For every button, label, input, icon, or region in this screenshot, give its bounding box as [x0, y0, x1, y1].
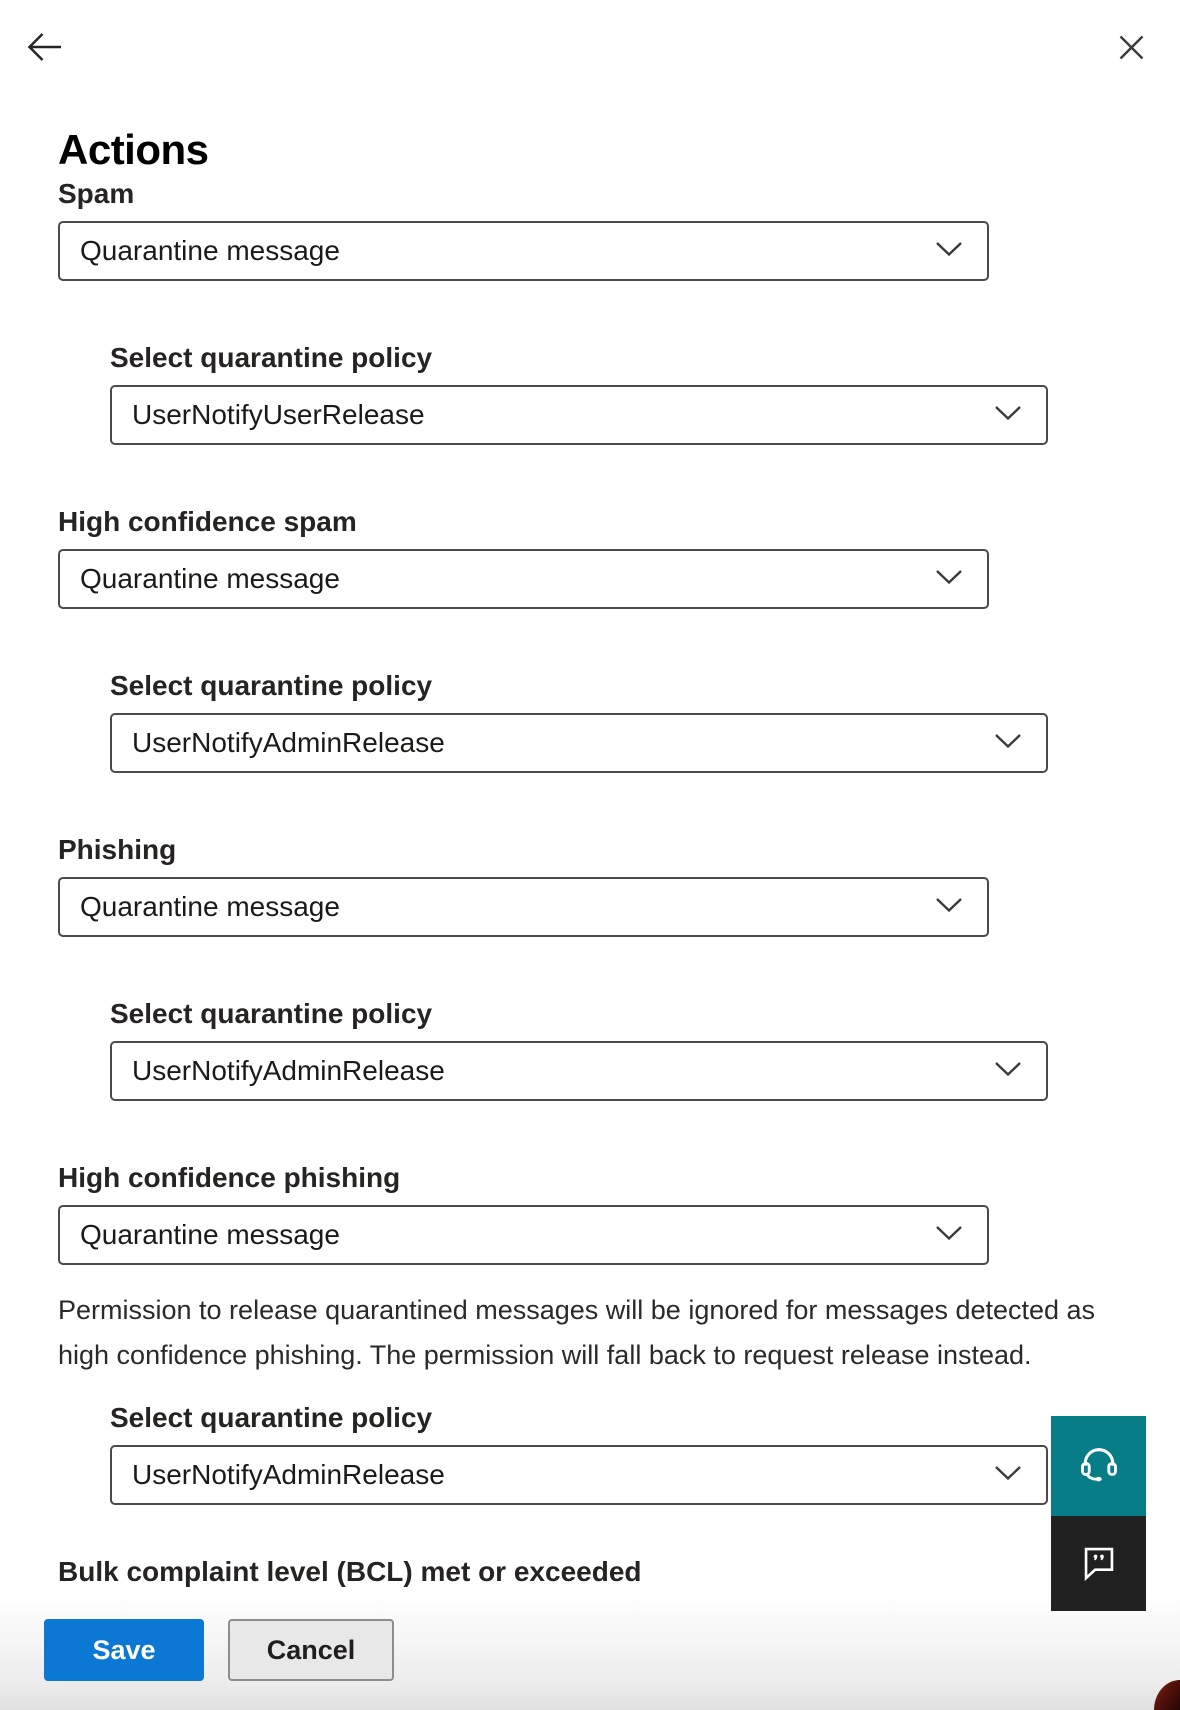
high-confidence-phishing-label: High confidence phishing: [58, 1162, 401, 1193]
arrow-left-icon: [26, 52, 63, 67]
chevron-down-icon: [935, 897, 963, 918]
chevron-down-icon: [935, 1225, 963, 1246]
spam-label: Spam: [58, 178, 135, 209]
phishing-label: Phishing: [58, 834, 177, 865]
phishing-action-dropdown[interactable]: Quarantine message: [58, 877, 989, 937]
phishing-quarantine-policy-dropdown[interactable]: UserNotifyAdminRelease: [110, 1041, 1048, 1101]
close-button[interactable]: [1118, 34, 1145, 61]
hcp-permission-note: Permission to release quarantined messages will be ignored for messages detected as high confidence phishing. The permission will fall back to request release instead.: [58, 1295, 1096, 1370]
headset-icon: [1076, 1442, 1122, 1491]
high-confidence-phishing-action-dropdown[interactable]: Quarantine message: [58, 1205, 989, 1265]
chevron-down-icon: [994, 1465, 1022, 1486]
high-confidence-spam-policy-label: Select quarantine policy: [110, 670, 433, 701]
spam-quarantine-policy-dropdown[interactable]: UserNotifyUserRelease: [110, 385, 1048, 445]
chevron-down-icon: [994, 733, 1022, 754]
back-button[interactable]: [26, 30, 63, 64]
feedback-chat-icon: [1078, 1541, 1120, 1586]
feedback-button[interactable]: [1051, 1516, 1146, 1611]
high-confidence-spam-action-dropdown[interactable]: Quarantine message: [58, 549, 989, 609]
chevron-down-icon: [935, 569, 963, 590]
cancel-button[interactable]: Cancel: [228, 1619, 394, 1681]
save-button[interactable]: Save: [44, 1619, 204, 1681]
high-confidence-phishing-policy-label: Select quarantine policy: [110, 1402, 433, 1433]
high-confidence-spam-quarantine-policy-dropdown[interactable]: UserNotifyAdminRelease: [110, 713, 1048, 773]
spam-policy-label: Select quarantine policy: [110, 342, 433, 373]
spam-action-dropdown[interactable]: Quarantine message: [58, 221, 989, 281]
phishing-policy-label: Select quarantine policy: [110, 998, 433, 1029]
chevron-down-icon: [994, 1061, 1022, 1082]
high-confidence-spam-label: High confidence spam: [58, 506, 357, 537]
high-confidence-phishing-quarantine-policy-dropdown[interactable]: UserNotifyAdminRelease: [110, 1445, 1048, 1505]
bulk-complaint-level-label: Bulk complaint level (BCL) met or exceeded: [58, 1556, 642, 1587]
close-icon: [1118, 49, 1145, 64]
page-title: Actions: [58, 126, 209, 174]
chevron-down-icon: [935, 241, 963, 262]
help-button[interactable]: [1051, 1416, 1146, 1516]
chevron-down-icon: [994, 405, 1022, 426]
